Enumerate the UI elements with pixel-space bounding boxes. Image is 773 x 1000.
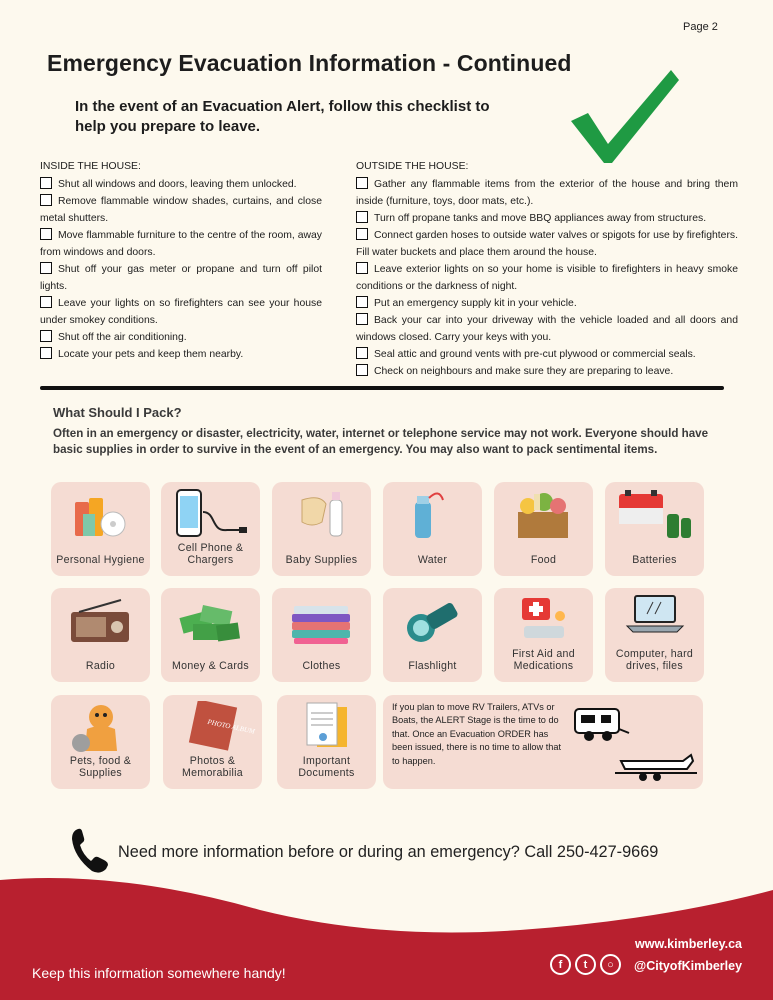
checklist-item: Put an emergency supply kit in your vehicle. xyxy=(356,295,738,312)
checklist-item: Shut all windows and doors, leaving them unlocked. xyxy=(40,176,322,193)
checkbox[interactable] xyxy=(40,330,52,342)
pack-heading: What Should I Pack? xyxy=(53,405,182,420)
pack-tile-pets: Pets, food & Supplies xyxy=(51,695,150,789)
checkbox[interactable] xyxy=(356,347,368,359)
pack-tile-cellphone: Cell Phone & Chargers xyxy=(161,482,260,576)
pack-tile-computer: Computer, hard drives, files xyxy=(605,588,704,682)
pack-tile-radio: Radio xyxy=(51,588,150,682)
pack-tile-baby: Baby Supplies xyxy=(272,482,371,576)
intro-text: In the event of an Evacuation Alert, follow this checklist to help you prepare to leave. xyxy=(75,98,490,135)
pet-icon xyxy=(51,701,150,753)
pack-tile-money: Money & Cards xyxy=(161,588,260,682)
checkbox[interactable] xyxy=(356,177,368,189)
checklist-item: Leave your lights on so firefighters can see your house under smokey conditions. xyxy=(40,298,322,326)
twitter-icon[interactable]: t xyxy=(575,954,596,975)
rv-trailer-icon xyxy=(571,705,631,743)
outside-checklist xyxy=(356,158,738,380)
checklist-item: Back your car into your driveway with the vehicle loaded and all doors and windows closed. Carry your keys with you. xyxy=(356,315,738,343)
page-title: Emergency Evacuation Information - Continued xyxy=(47,50,572,76)
checkbox[interactable] xyxy=(356,211,368,223)
checkbox[interactable] xyxy=(356,313,368,325)
photo-album-icon xyxy=(163,701,262,753)
instagram-icon[interactable]: ○ xyxy=(600,954,621,975)
inside-heading: INSIDE THE HOUSE: xyxy=(40,161,141,172)
hygiene-icon xyxy=(51,488,150,540)
checkbox[interactable] xyxy=(356,364,368,376)
pack-tile-clothes: Clothes xyxy=(272,588,371,682)
pack-tile-batteries: Batteries xyxy=(605,482,704,576)
money-icon xyxy=(161,594,260,646)
baby-bottle-icon xyxy=(272,488,371,540)
website-link[interactable]: www.kimberley.ca xyxy=(635,937,742,951)
footer-keep-note: Keep this information somewhere handy! xyxy=(32,965,286,981)
checklist-item: Turn off propane tanks and move BBQ appliances away from structures. xyxy=(356,210,738,227)
checkbox[interactable] xyxy=(356,262,368,274)
pack-tile-documents: Important Documents xyxy=(277,695,376,789)
pack-tile-water: Water xyxy=(383,482,482,576)
inside-checklist xyxy=(40,158,322,363)
checkbox[interactable] xyxy=(40,194,52,206)
checkbox[interactable] xyxy=(40,228,52,240)
section-divider xyxy=(40,386,724,390)
checklist-item: Leave exterior lights on so your home is visible to firefighters in heavy smoke conditions or the darkness of night. xyxy=(356,264,738,292)
cellphone-icon xyxy=(161,488,260,540)
contact-line: Need more information before or during an emergency? Call 250-427-9669 xyxy=(118,843,659,861)
flashlight-icon xyxy=(383,594,482,646)
outside-heading: OUTSIDE THE HOUSE: xyxy=(356,161,469,172)
pack-tile-firstaid: First Aid and Medications xyxy=(494,588,593,682)
boat-trailer-icon xyxy=(613,747,699,783)
pack-tile-hygiene: Personal Hygiene xyxy=(51,482,150,576)
first-aid-icon xyxy=(494,594,593,646)
facebook-icon[interactable]: f xyxy=(550,954,571,975)
checklist-item: Gather any flammable items from the exterior of the house and bring them inside (furniture, toys, door mats, etc.). xyxy=(356,179,738,207)
food-box-icon xyxy=(494,488,593,540)
checklist-item: Shut off your gas meter or propane and turn off pilot lights. xyxy=(40,264,322,292)
checkbox[interactable] xyxy=(40,296,52,308)
radio-icon xyxy=(51,594,150,646)
pack-tile-food: Food xyxy=(494,482,593,576)
checklist-item: Shut off the air conditioning. xyxy=(40,329,322,346)
checkbox[interactable] xyxy=(40,262,52,274)
rv-note: If you plan to move RV Trailers, ATVs or Boats, the ALERT Stage is the time to do that. Once an Evacuation ORDER has been issued, there is no time to allow that to happen. xyxy=(392,702,562,766)
checkmark-icon xyxy=(566,66,686,166)
checklist-item: Remove flammable window shades, curtains, and close metal shutters. xyxy=(40,196,322,224)
battery-icon xyxy=(605,488,704,540)
checklist-item: Locate your pets and keep them nearby. xyxy=(40,346,322,363)
clothes-icon xyxy=(272,594,371,646)
page-number: Page 2 xyxy=(683,21,718,33)
checkbox[interactable] xyxy=(356,296,368,308)
social-handle[interactable]: @CityofKimberley xyxy=(634,959,743,973)
documents-icon xyxy=(277,701,376,753)
checklist-item: Connect garden hoses to outside water valves or spigots for use by firefighters. Fill water buckets and place them around the house. xyxy=(356,230,738,258)
rv-note-tile xyxy=(383,695,703,789)
checklist-item: Check on neighbours and make sure they are preparing to leave. xyxy=(356,363,738,380)
pack-description: Often in an emergency or disaster, electricity, water, internet or telephone service may not work. Everyone should have basic supplies in order to survive in the event of an emergency. You may also want to pack sentimental items. xyxy=(53,427,709,456)
checkbox[interactable] xyxy=(356,228,368,240)
phone-icon xyxy=(70,827,110,875)
photo-album-caption: PHOTO ALBUM xyxy=(206,717,256,736)
checklist-item: Move flammable furniture to the centre of the room, away from windows and doors. xyxy=(40,230,322,258)
checkbox[interactable] xyxy=(40,177,52,189)
laptop-icon xyxy=(605,594,704,646)
checklist-item: Seal attic and ground vents with pre-cut plywood or commercial seals. xyxy=(356,346,738,363)
pack-tile-photos: PHOTO ALBUM Photos & Memorabilia xyxy=(163,695,262,789)
checkbox[interactable] xyxy=(40,347,52,359)
pack-tile-flashlight: Flashlight xyxy=(383,588,482,682)
social-icons xyxy=(550,954,621,975)
water-bottle-icon xyxy=(383,488,482,540)
